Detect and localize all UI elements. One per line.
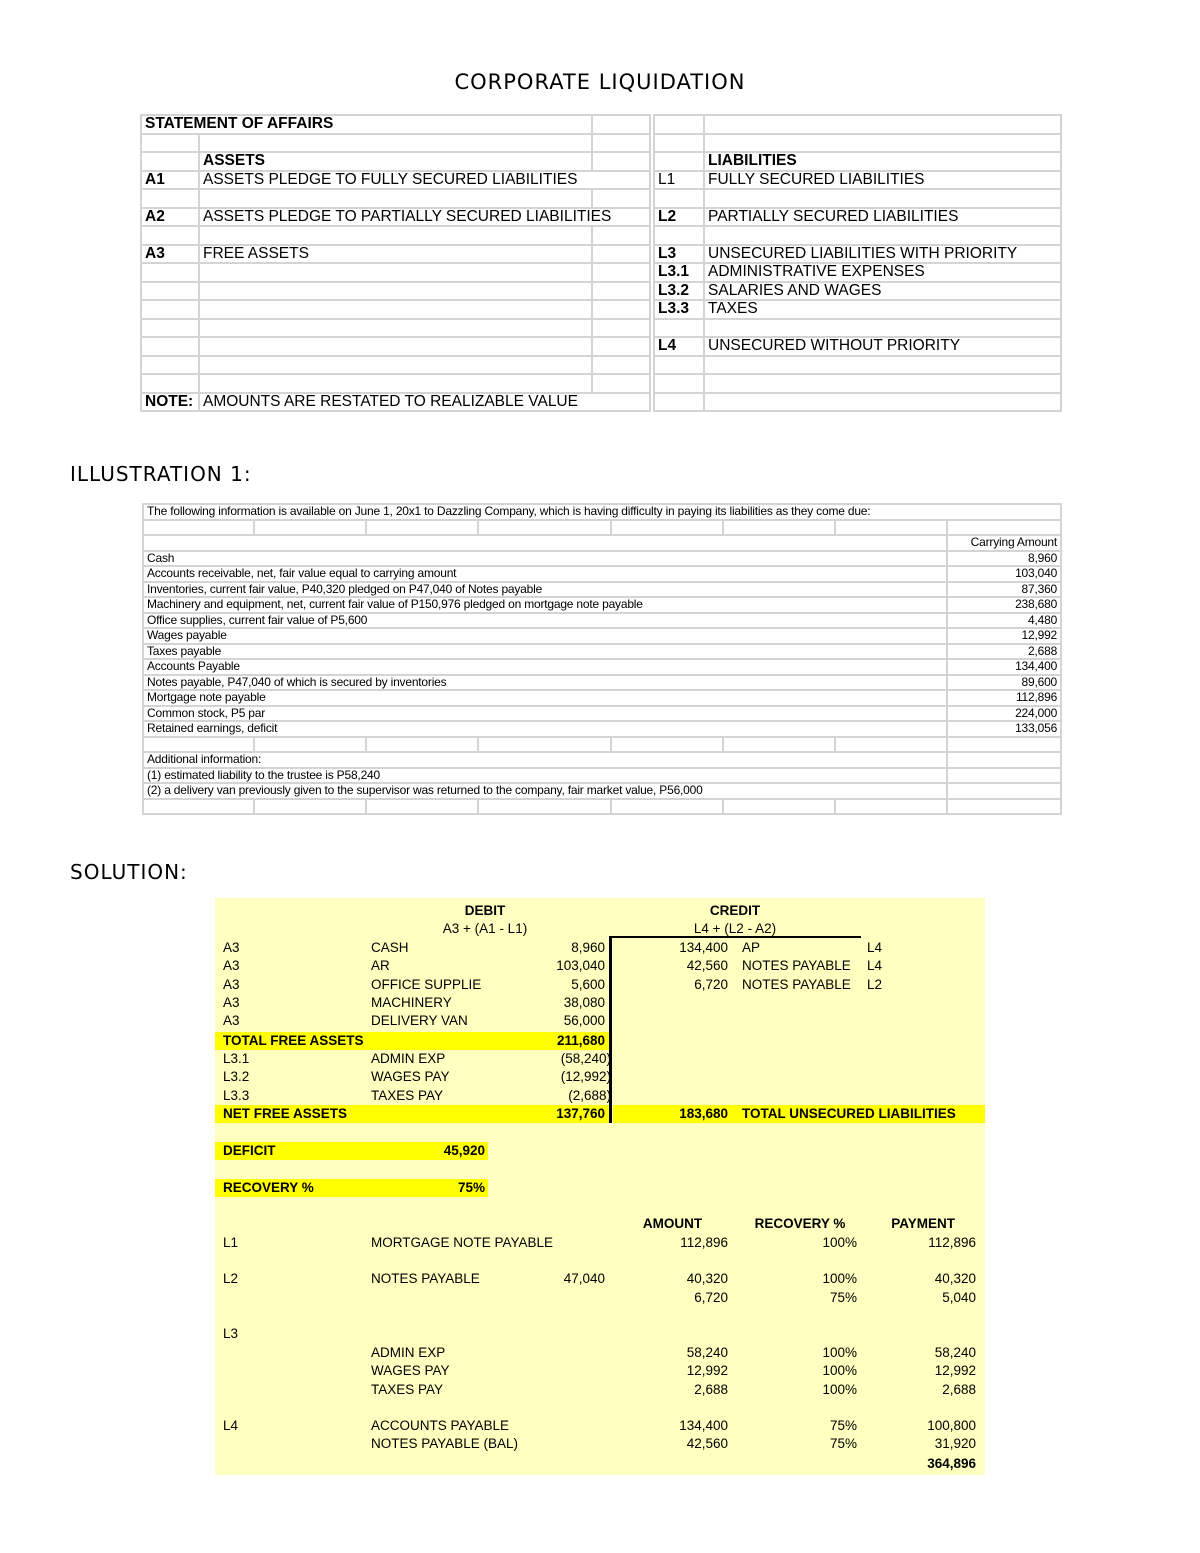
credit-row-amount: 42,560 — [686, 958, 728, 974]
sched-l1-name: MORTGAGE NOTE PAYABLE — [371, 1235, 554, 1250]
sched-l2-name: NOTES PAYABLE — [371, 1271, 480, 1286]
sched-l3-amount: 58,240 — [686, 1345, 728, 1360]
sched-l4-recovery: 75% — [829, 1418, 857, 1433]
deficit-value: 45,920 — [443, 1143, 485, 1158]
col-amount-header: AMOUNT — [642, 1216, 703, 1231]
illustration-row-label: Accounts receivable, net, fair value equal to carrying amount — [143, 566, 947, 582]
l31-code: L3.1 — [654, 263, 704, 282]
illustration-row-amount: 238,680 — [947, 597, 1061, 613]
debit-row-code: A3 — [223, 958, 240, 974]
sched-l4-name: NOTES PAYABLE (BAL) — [371, 1436, 519, 1452]
illustration-row-label: Accounts Payable — [143, 659, 947, 675]
debit-row-name: AR — [371, 958, 390, 974]
recovery-value: 75% — [457, 1180, 485, 1195]
sched-l4-payment: 31,920 — [934, 1436, 976, 1452]
priority-row-name: ADMIN EXP — [371, 1051, 446, 1066]
sched-l4-amount: 134,400 — [679, 1418, 728, 1433]
credit-row-code: L4 — [867, 958, 883, 974]
l33-code: L3.3 — [654, 300, 704, 319]
credit-formula: L4 + (L2 - A2) — [693, 921, 777, 936]
debit-row-name: DELIVERY VAN — [371, 1013, 468, 1029]
additional-info-1: (1) estimated liability to the trustee is P58,240 — [143, 768, 947, 784]
solution-heading: SOLUTION: — [70, 860, 188, 884]
debit-row-name: MACHINERY — [371, 994, 452, 1010]
l2-code: L2 — [654, 208, 704, 227]
l31-text: ADMINISTRATIVE EXPENSES — [704, 263, 1061, 282]
illustration-intro: The following information is available on June 1, 20x1 to Dazzling Company, which is having difficulty in paying its liabilities as they come due: — [143, 504, 1061, 520]
illustration-heading: ILLUSTRATION 1: — [70, 462, 252, 486]
debit-row-code: A3 — [223, 976, 240, 992]
illustration-row — [143, 628, 1061, 644]
l1-text: FULLY SECURED LIABILITIES — [704, 171, 1061, 190]
sched-l2-code: L2 — [223, 1271, 239, 1286]
sched-l2-amount-1: 40,320 — [686, 1271, 728, 1286]
additional-info-2: (2) a delivery van previously given to the supervisor was returned to the company, fair market value, P56,000 — [143, 783, 947, 799]
illustration-table — [142, 503, 1062, 815]
sched-l1-payment: 112,896 — [928, 1235, 976, 1250]
l4-code: L4 — [654, 337, 704, 356]
sched-l1-recovery: 100% — [822, 1235, 857, 1250]
statement-header: STATEMENT OF AFFAIRS — [141, 115, 592, 134]
statement-of-affairs-table — [140, 114, 1062, 412]
debit-row-code: A3 — [223, 1013, 240, 1029]
illustration-row — [143, 721, 1061, 737]
debit-row-code: A3 — [223, 994, 240, 1010]
illustration-row-label: Machinery and equipment, net, current fair value of P150,976 pledged on mortgage note payable — [143, 597, 947, 613]
illustration-row-amount: 224,000 — [947, 706, 1061, 722]
total-free-assets-label: TOTAL FREE ASSETS — [223, 1033, 364, 1048]
sched-l4-code: L4 — [223, 1418, 239, 1433]
credit-row-amount: 134,400 — [679, 940, 728, 955]
solution-worksheet — [215, 898, 985, 1475]
col-recovery-header: RECOVERY % — [754, 1216, 846, 1231]
illustration-row — [143, 597, 1061, 613]
sched-l4-recovery: 75% — [829, 1436, 857, 1452]
sched-l2-recovery-2: 75% — [829, 1290, 857, 1305]
illustration-row-label: Notes payable, P47,040 of which is secured by inventories — [143, 675, 947, 691]
sched-l1-code: L1 — [223, 1235, 239, 1250]
debit-row-amount: 8,960 — [571, 940, 605, 955]
illustration-row-label: Inventories, current fair value, P40,320 pledged on P47,040 of Notes payable — [143, 582, 947, 598]
priority-row-name: WAGES PAY — [371, 1069, 450, 1085]
a3-code: A3 — [141, 245, 199, 264]
illustration-row-amount: 103,040 — [947, 566, 1061, 582]
debit-row-name: OFFICE SUPPLIE — [371, 976, 482, 992]
a3-text: FREE ASSETS — [199, 245, 592, 264]
illustration-row — [143, 551, 1061, 567]
sched-l4-payment: 100,800 — [927, 1418, 976, 1433]
illustration-row-label: Office supplies, current fair value of P5,600 — [143, 613, 947, 629]
l3-code: L3 — [654, 245, 704, 264]
deficit-label: DEFICIT — [223, 1143, 276, 1158]
illustration-row — [143, 582, 1061, 598]
illustration-row — [143, 566, 1061, 582]
total-unsecured-value: 183,680 — [679, 1106, 728, 1121]
credit-row-name: NOTES PAYABLE — [742, 976, 851, 992]
illustration-row — [143, 644, 1061, 660]
l4-text: UNSECURED WITHOUT PRIORITY — [704, 337, 1061, 356]
debit-label: DEBIT — [464, 903, 506, 918]
illustration-row-amount: 4,480 — [947, 613, 1061, 629]
debit-row-code: A3 — [223, 940, 240, 955]
illustration-row — [143, 659, 1061, 675]
sched-l3-name: WAGES PAY — [371, 1363, 450, 1379]
illustration-row-label: Retained earnings, deficit — [143, 721, 947, 737]
l3-text: UNSECURED LIABILITIES WITH PRIORITY — [704, 245, 1061, 264]
sched-l2-payment-1: 40,320 — [934, 1271, 976, 1286]
sched-l2-total: 47,040 — [563, 1271, 605, 1286]
illustration-row — [143, 675, 1061, 691]
credit-row-code: L2 — [867, 976, 883, 992]
l32-text: SALARIES AND WAGES — [704, 282, 1061, 301]
priority-row-amount: (2,688) — [568, 1087, 611, 1103]
recovery-label: RECOVERY % — [223, 1180, 314, 1195]
l33-text: TAXES — [704, 300, 1061, 319]
sched-l2-amount-2: 6,720 — [694, 1290, 728, 1305]
debit-row-amount: 38,080 — [563, 994, 605, 1010]
illustration-row-amount: 134,400 — [947, 659, 1061, 675]
sched-l3-payment: 58,240 — [934, 1345, 976, 1360]
net-free-assets-value: 137,760 — [556, 1106, 605, 1121]
sched-l3-recovery: 100% — [822, 1345, 857, 1360]
illustration-row — [143, 706, 1061, 722]
sched-l2-recovery-1: 100% — [822, 1271, 857, 1286]
priority-row-name: TAXES PAY — [371, 1087, 444, 1103]
credit-row-name: NOTES PAYABLE — [742, 958, 851, 974]
note-label: NOTE: — [141, 393, 199, 412]
illustration-row-label: Mortgage note payable — [143, 690, 947, 706]
grand-total-payment: 364,896 — [927, 1456, 976, 1471]
credit-row-amount: 6,720 — [694, 976, 728, 992]
debit-row-amount: 56,000 — [563, 1013, 605, 1029]
illustration-row-amount: 112,896 — [947, 690, 1061, 706]
sched-l4-name: ACCOUNTS PAYABLE — [371, 1418, 510, 1433]
priority-row-amount: (58,240) — [560, 1051, 611, 1066]
credit-label: CREDIT — [709, 903, 761, 918]
priority-row-code: L3.1 — [223, 1051, 250, 1066]
page-title: CORPORATE LIQUIDATION — [454, 70, 746, 94]
total-unsecured-label: TOTAL UNSECURED LIABILITIES — [742, 1106, 956, 1121]
illustration-row-amount: 8,960 — [947, 551, 1061, 567]
sched-l3-payment: 2,688 — [942, 1381, 976, 1397]
priority-row-amount: (12,992) — [560, 1069, 611, 1085]
sched-l3-name: ADMIN EXP — [371, 1345, 446, 1360]
credit-row-code: L4 — [867, 940, 883, 955]
a1-code: A1 — [141, 171, 199, 190]
illustration-row-label: Wages payable — [143, 628, 947, 644]
illustration-row — [143, 613, 1061, 629]
debit-row-name: CASH — [371, 940, 409, 955]
total-free-assets-value: 211,680 — [556, 1033, 605, 1048]
illustration-row-amount: 12,992 — [947, 628, 1061, 644]
sched-l3-amount: 2,688 — [694, 1381, 728, 1397]
illustration-row — [143, 690, 1061, 706]
priority-row-code: L3.3 — [223, 1087, 250, 1103]
credit-row-name: AP — [742, 940, 761, 955]
sched-l3-recovery: 100% — [822, 1381, 857, 1397]
l32-code: L3.2 — [654, 282, 704, 301]
debit-formula: A3 + (A1 - L1) — [442, 921, 528, 936]
a2-text: ASSETS PLEDGE TO PARTIALLY SECURED LIABILITIES — [199, 208, 650, 227]
a2-code: A2 — [141, 208, 199, 227]
carrying-amount-header: Carrying Amount — [947, 535, 1061, 551]
sched-l4-amount: 42,560 — [686, 1436, 728, 1452]
l1-code: L1 — [654, 171, 704, 190]
debit-row-amount: 103,040 — [556, 958, 605, 974]
a1-text: ASSETS PLEDGE TO FULLY SECURED LIABILITIES — [199, 171, 650, 190]
sched-l3-recovery: 100% — [822, 1363, 857, 1379]
sched-l3-code: L3 — [223, 1326, 239, 1341]
illustration-row-label: Common stock, P5 par — [143, 706, 947, 722]
note-text: AMOUNTS ARE RESTATED TO REALIZABLE VALUE — [199, 393, 650, 412]
assets-label: ASSETS — [199, 152, 592, 171]
sched-l1-amount: 112,896 — [680, 1235, 728, 1250]
sched-l2-payment-2: 5,040 — [942, 1290, 976, 1305]
liabilities-label: LIABILITIES — [704, 152, 1061, 171]
illustration-row-amount: 133,056 — [947, 721, 1061, 737]
col-payment-header: PAYMENT — [891, 1216, 955, 1231]
illustration-row-amount: 89,600 — [947, 675, 1061, 691]
priority-row-code: L3.2 — [223, 1069, 250, 1085]
debit-row-amount: 5,600 — [571, 976, 605, 992]
l2-text: PARTIALLY SECURED LIABILITIES — [704, 208, 1061, 227]
illustration-row-label: Cash — [143, 551, 947, 567]
sched-l3-payment: 12,992 — [934, 1363, 976, 1379]
illustration-row-label: Taxes payable — [143, 644, 947, 660]
illustration-row-amount: 87,360 — [947, 582, 1061, 598]
illustration-row-amount: 2,688 — [947, 644, 1061, 660]
sched-l3-amount: 12,992 — [686, 1363, 728, 1379]
additional-info-label: Additional information: — [143, 752, 947, 768]
sched-l3-name: TAXES PAY — [371, 1381, 444, 1397]
net-free-assets-label: NET FREE ASSETS — [223, 1106, 348, 1121]
